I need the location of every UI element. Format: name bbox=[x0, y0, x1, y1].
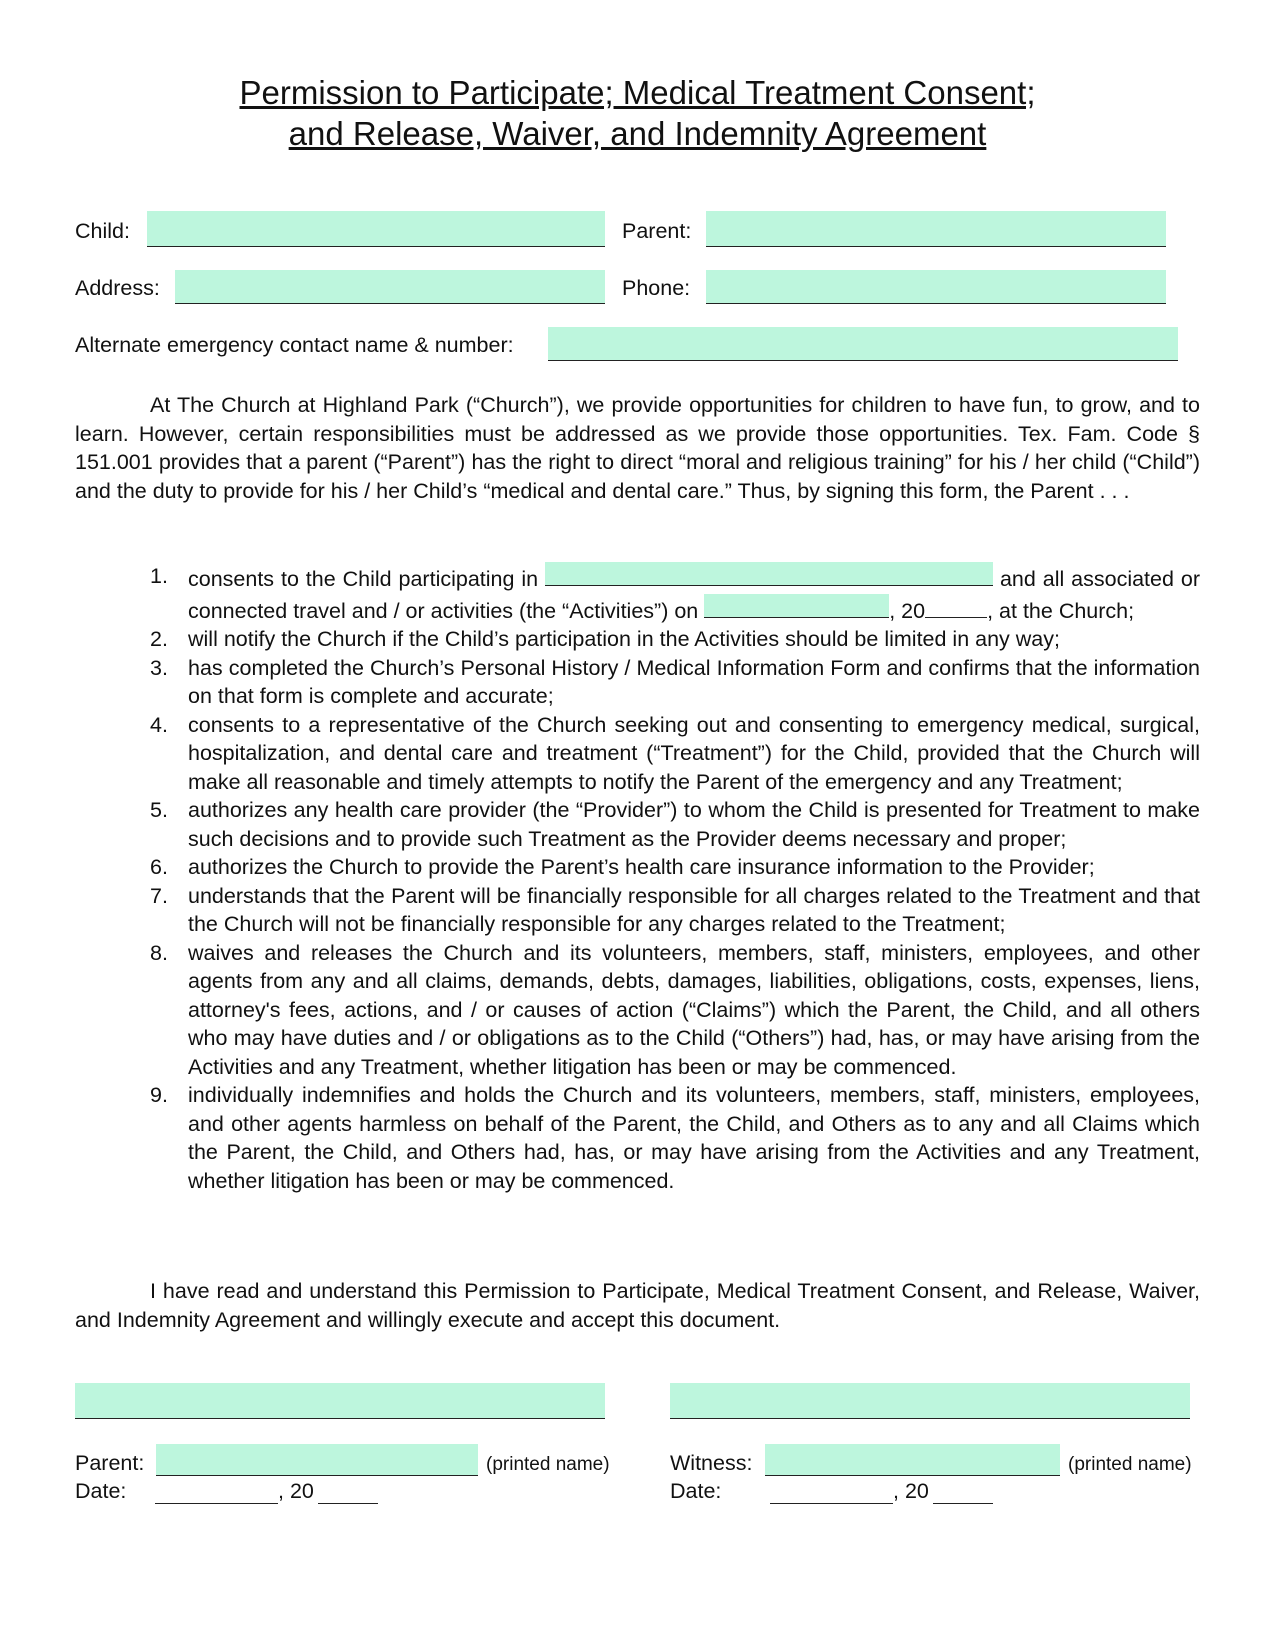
parent-signature-field[interactable] bbox=[75, 1383, 605, 1419]
witness-date-year-blank[interactable] bbox=[933, 1478, 993, 1504]
list-item-3: 3. has completed the Church’s Personal History / Medical Information Form and confirms that the information on that form is complete and accurate; bbox=[150, 655, 1200, 708]
intro-paragraph: At The Church at Highland Park (“Church”), we provide opportunities for children to have fun, to grow, and to learn. However, certain responsibilities must be addressed as we provide those opportunities. Tex. Fam. Code § 151.001 provides that a parent (“Parent”) has the right to direct “moral and religious training” for his / her child (“Child”) and the duty to provide for his / her Child’s “medical and dental care.” Thus, by signing this form, the Parent . . . bbox=[75, 393, 1200, 503]
list-number: 9. bbox=[150, 1083, 168, 1107]
list-item-1: 1. consents to the Child participating in and all associated or connected travel and / or activities (the “Activities”) on , 20 , at the Church; bbox=[150, 564, 1200, 623]
parent-label: Parent: bbox=[622, 219, 692, 243]
activity-date-field[interactable] bbox=[704, 594, 889, 618]
closing-paragraph: I have read and understand this Permission to Participate, Medical Treatment Consent, and Release, Waiver, and Indemnity Agreement and willingly execute and accept this document. bbox=[75, 1279, 1200, 1332]
parent-date-label: Date: bbox=[75, 1479, 127, 1503]
list-number: 5. bbox=[150, 798, 168, 822]
list-item-7: 7. understands that the Parent will be financially responsible for all charges related to the Treatment and that the Church will not be financially responsible for any charges related to the Treatment; bbox=[150, 883, 1200, 936]
witness-name-label: Witness: bbox=[670, 1451, 753, 1475]
document-title-line-1: Permission to Participate; Medical Treatment Consent; bbox=[239, 74, 1036, 111]
list-number: 2. bbox=[150, 627, 168, 651]
parent-date-year-blank[interactable] bbox=[318, 1478, 378, 1504]
witness-date-blank[interactable] bbox=[770, 1478, 893, 1504]
activity-field[interactable] bbox=[545, 562, 993, 586]
witness-signature-field[interactable] bbox=[670, 1383, 1190, 1419]
consent-list bbox=[150, 562, 1200, 1195]
emergency-contact-label: Alternate emergency contact name & number: bbox=[75, 333, 514, 357]
list-number: 3. bbox=[150, 655, 168, 680]
document-title-line-2: and Release, Waiver, and Indemnity Agreement bbox=[288, 115, 987, 152]
phone-field[interactable] bbox=[706, 270, 1166, 304]
parent-date-year-prefix: , 20 bbox=[278, 1479, 314, 1503]
parent-field[interactable] bbox=[706, 211, 1166, 247]
list-item-6: 6. authorizes the Church to provide the Parent’s health care insurance information to the Provider; bbox=[150, 853, 1200, 882]
list-number: 7. bbox=[150, 883, 168, 908]
address-label: Address: bbox=[75, 276, 160, 300]
parent-name-label: Parent: bbox=[75, 1451, 145, 1475]
list-number: 6. bbox=[150, 855, 168, 879]
parent-printed-name-field[interactable] bbox=[156, 1444, 478, 1476]
list-number: 4. bbox=[150, 712, 168, 737]
witness-date-year-prefix: , 20 bbox=[893, 1479, 929, 1503]
emergency-contact-field[interactable] bbox=[548, 327, 1178, 361]
list-number: 1. bbox=[150, 564, 168, 588]
witness-printed-name-note: (printed name) bbox=[1068, 1454, 1192, 1475]
list-number: 8. bbox=[150, 940, 168, 965]
list-item-2: 2. will notify the Church if the Child’s participation in the Activities should be limited in any way; bbox=[150, 625, 1200, 654]
list-item-5: 5. authorizes any health care provider (the “Provider”) to whom the Child is presented for Treatment to make such decisions and to provide such Treatment as the Provider deems necessary and proper; bbox=[150, 798, 1200, 851]
child-field[interactable] bbox=[147, 211, 605, 247]
phone-label: Phone: bbox=[622, 276, 691, 300]
list-item-8: 8. waives and releases the Church and its volunteers, members, staff, ministers, employees, and other agents from any and all claims, demands, debts, damages, liabilities, obligations, costs, expenses, liens, attorney's fees, actions, and / or causes of action (“Claims”) which the Parent, the Child, and all others who may have duties and / or obligations as to the Child (“Others”) had, has, or may have arising from the Activities and any Treatment, whether litigation has been or may be commenced. bbox=[150, 940, 1200, 1079]
witness-printed-name-field[interactable] bbox=[765, 1444, 1060, 1476]
parent-date-blank[interactable] bbox=[155, 1478, 278, 1504]
child-label: Child: bbox=[75, 219, 130, 243]
address-field[interactable] bbox=[175, 270, 605, 304]
witness-date-label: Date: bbox=[670, 1479, 722, 1503]
list-item-4: 4. consents to a representative of the Church seeking out and consenting to emergency medical, surgical, hospitalization, and dental care and treatment (“Treatment”) for the Child, provided that the Church will make all reasonable and timely attempts to notify the Parent of the emergency and any Treatment; bbox=[150, 712, 1200, 794]
parent-printed-name-note: (printed name) bbox=[486, 1454, 610, 1475]
list-item-9: 9. individually indemnifies and holds the Church and its volunteers, members, staff, ministers, employees, and other agents harmless on behalf of the Parent, the Child, and Others as to any and all Claims which the Parent, the Child, and Others had, has, or may have arising from the Activities and any Treatment, whether litigation has been or may be commenced. bbox=[150, 1083, 1200, 1193]
activity-year-blank[interactable] bbox=[925, 594, 987, 618]
